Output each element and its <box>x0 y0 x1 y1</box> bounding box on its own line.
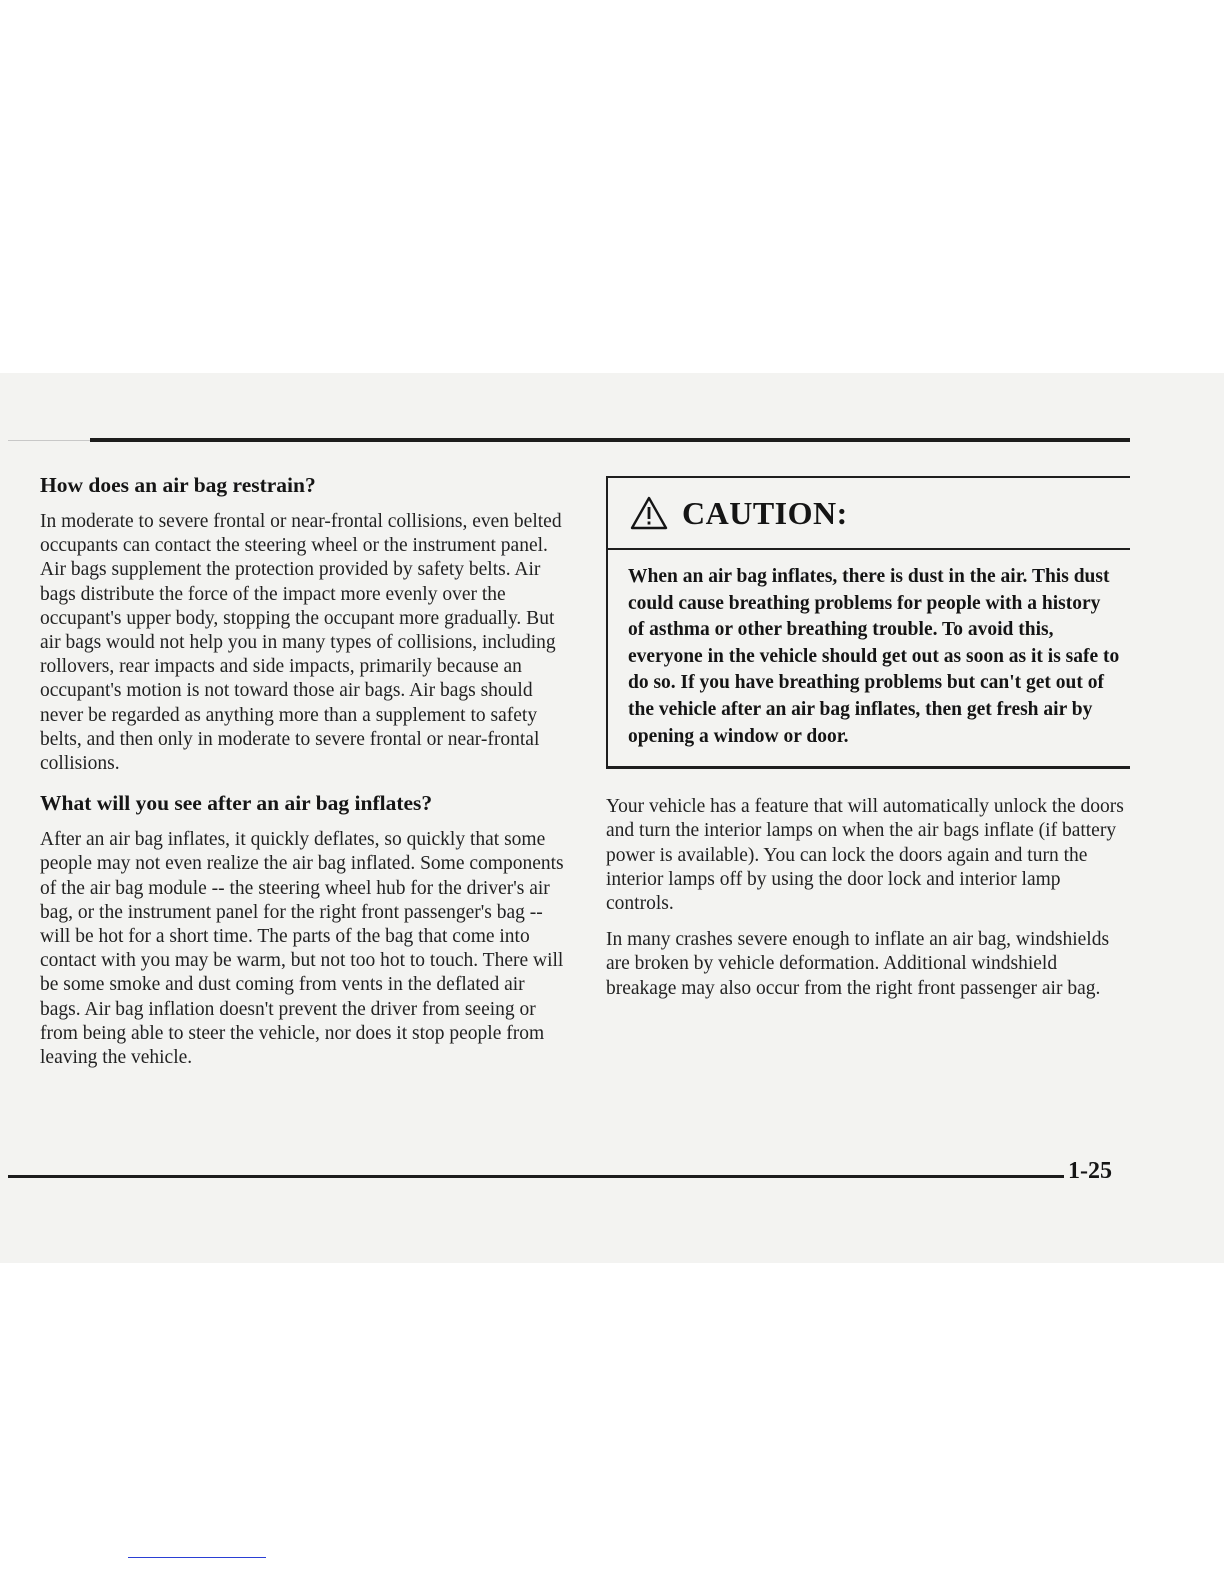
top-rule-fade <box>8 440 90 441</box>
caution-header <box>608 478 1130 550</box>
paragraph-after-inflation: After an air bag inflates, it quickly deflates, so quickly that some people may not even realize the air bag inflated. Some components of the air bag module -- the steering wheel hub for the driver's air bag, or the instrument panel for the right front passenger's bag -- will be hot for a short time. The parts of the bag that come into contact with you may be warm, but not too hot to touch. There will be some smoke and dust coming from vents in the deflated air bags. Air bag inflation doesn't prevent the driver from seeing or from being able to steer the vehicle, nor does it stop people from leaving the vehicle. <box>40 829 564 1069</box>
heading-after-inflation: What will you see after an air bag inflates? <box>40 791 433 816</box>
heading-air-bag-restrain: How does an air bag restrain? <box>40 473 316 497</box>
paragraph-windshield: In many crashes severe enough to inflate an air bag, windshields are broken by vehicle deformation. Additional windshield breakage may also occur from the right front passenger air bag. <box>606 929 1110 999</box>
link-underline <box>128 1557 266 1558</box>
bottom-rule <box>8 1175 1064 1178</box>
paragraph-auto-unlock: Your vehicle has a feature that will automatically unlock the doors and turn the interior lamps on when the air bags inflate (if battery power is available). You can lock the doors again and turn the interior lamps off by using the door lock and interior lamp controls. <box>606 796 1124 914</box>
warning-triangle-icon <box>630 496 668 530</box>
caution-text: When an air bag inflates, there is dust in the air. This dust could cause breathing problems for people with a history of asthma or other breathing trouble. To avoid this, everyone in the vehicle should get out as soon as it is safe to do so. If you have breathing problems but can't get out of the vehicle after an air bag inflates, then get fresh air by opening a window or door. <box>628 566 1120 747</box>
caution-title: CAUTION: <box>682 494 848 531</box>
caution-body <box>608 550 1130 766</box>
top-rule <box>90 438 1130 442</box>
caution-box <box>606 476 1130 769</box>
paragraph-air-bag-restrain: In moderate to severe frontal or near-frontal collisions, even belted occupants can contact the steering wheel or the instrument panel. Air bags supplement the protection provided by safety belts. Air bags distribute the force of the impact more evenly over the occupant's upper body, stopping the occupant more gradually. But air bags would not help you in many types of collisions, including rollovers, rear impacts and side impacts, primarily because an occupant's motion is not toward those air bags. Air bags should never be regarded as anything more than a supplement to safety belts, and then only in moderate to severe frontal or near-frontal collisions. <box>40 511 562 775</box>
left-column <box>40 470 570 1082</box>
right-column <box>606 476 1130 1013</box>
page-number: 1-25 <box>1068 1158 1112 1184</box>
